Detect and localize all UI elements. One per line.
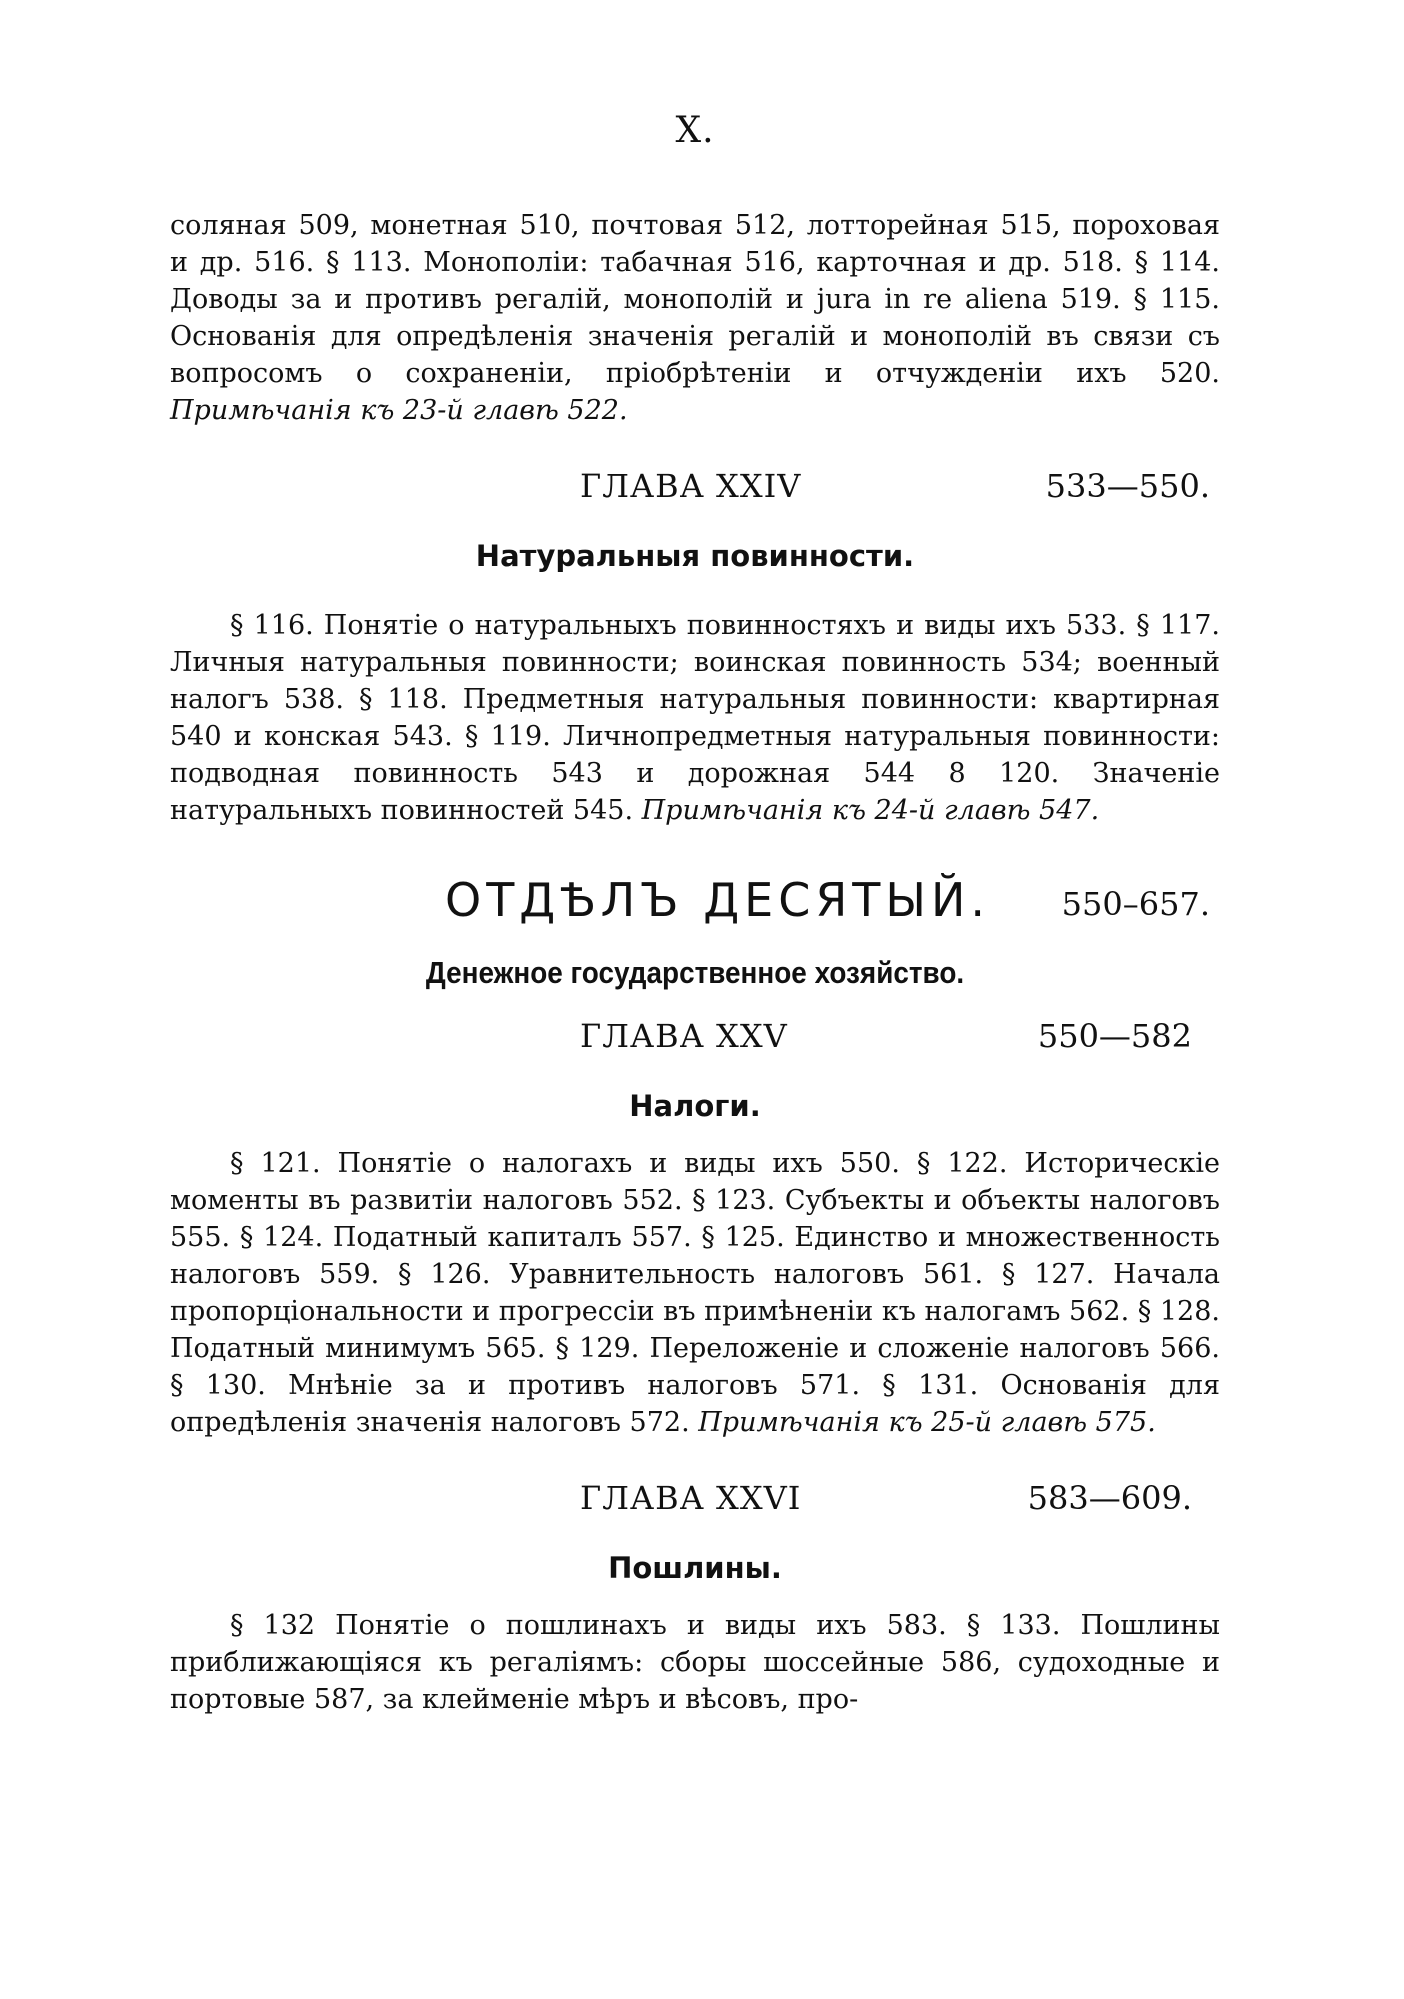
chapter-24-heading [170, 467, 1220, 513]
chapter-24-subtitle: Натуральныя повинности. [475, 539, 915, 573]
book-page [170, 110, 1220, 1718]
section-10-pages: 550–657. [1061, 885, 1210, 923]
chapter-25-title: ГЛАВА XXV [580, 1017, 788, 1055]
chapter-26-text: § 132 Понятіе о пошлинахъ и виды ихъ 583. § 133. Пошлины приближающіяся къ регаліямъ: сборы шоссейные 586, судоходные и портовые 587, за клейменіе мѣръ и вѣсовъ, про- [170, 1610, 1220, 1715]
chapter-24-paragraph [170, 607, 1220, 829]
section-10-heading [170, 873, 1220, 937]
intro-paragraph-text: соляная 509, монетная 510, почтовая 512, лотторейная 515, пороховая и др. 516. § 113. Монополіи: табачная 516, карточная и др. 518. § 114. Доводы за и противъ регалій, монополій и jura in re aliena 519. § 115. Основанія для опредѣленія значенія регалій и монополій въ связи съ вопросомъ о сохраненіи, пріобрѣтеніи и отчужденіи ихъ 520. [170, 210, 1220, 389]
chapter-25-pages: 550—582 [1037, 1017, 1192, 1055]
chapter-25-note: Примѣчанія къ 25-й главѣ 575. [698, 1407, 1156, 1438]
chapter-26-heading [170, 1479, 1220, 1525]
chapter-26-subtitle: Пошлины. [608, 1551, 782, 1585]
intro-paragraph-note: Примѣчанія къ 23-й главѣ 522. [170, 395, 628, 426]
page-number: X. [675, 110, 715, 151]
section-10-subtitle: Денежное государственное хозяйство. [425, 955, 965, 990]
chapter-24-title: ГЛАВА XXIV [580, 467, 802, 505]
chapter-26-title: ГЛАВА XXVI [580, 1479, 802, 1517]
chapter-26-paragraph [170, 1607, 1220, 1718]
chapter-25-heading [170, 1017, 1220, 1063]
section-10-title: ОТДѢЛЪ ДЕСЯТЫЙ. [445, 873, 990, 927]
chapter-24-note: Примѣчанія къ 24-й главѣ 547. [641, 795, 1100, 826]
intro-paragraph [170, 207, 1220, 429]
chapter-24-pages: 533—550. [1045, 467, 1210, 505]
chapter-24-text: § 116. Понятіе о натуральныхъ повинностяхъ и виды ихъ 533. § 117. Личныя натуральныя повинности; воинская повинность 534; военный налогъ 538. § 118. Предметныя натуральныя повинности: квартирная 540 и конская 543. § 119. Личнопредметныя натуральныя повинности: подводная повинность 543 и дорожная 544 8 120. Значеніе натуральныхъ повинностей 545. [170, 610, 1220, 826]
chapter-25-text: § 121. Понятіе о налогахъ и виды ихъ 550. § 122. Историческіе моменты въ развитіи налоговъ 552. § 123. Субъекты и объекты налоговъ 555. § 124. Податный капиталъ 557. § 125. Единство и множественность налоговъ 559. § 126. Уравнительность налоговъ 561. § 127. Начала пропорціональности и прогрессіи въ примѣненіи къ налогамъ 562. § 128. Податный минимумъ 565. § 129. Переложеніе и сложеніе налоговъ 566. § 130. Мнѣніе за и противъ налоговъ 571. § 131. Основанія для опредѣленія значенія налоговъ 572. [170, 1148, 1220, 1438]
chapter-26-pages: 583—609. [1027, 1479, 1192, 1517]
chapter-25-paragraph [170, 1145, 1220, 1441]
chapter-25-subtitle: Налоги. [629, 1089, 761, 1123]
